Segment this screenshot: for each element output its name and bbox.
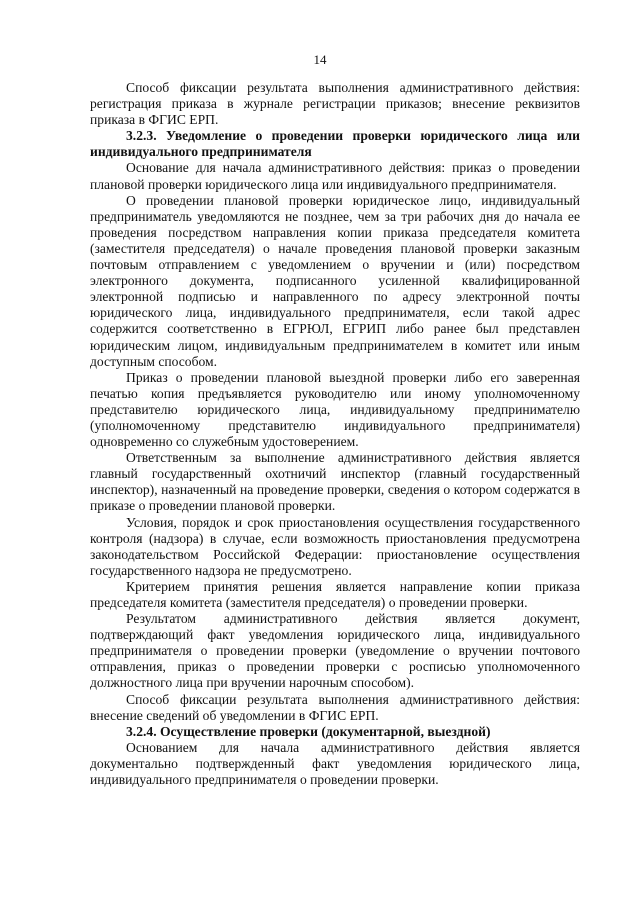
paragraph: Результатом административного действия является документ, подтверждающий факт уведомления юридического лица, индивидуального предпринимателя о проведении проверки (уведомление о вручении почтового отправления, приказ о проведении проверки с росписью уполномоченного должностного лица при вручении нарочным способом).: [90, 611, 580, 691]
paragraph: Ответственным за выполнение административного действия является главный государственный охотничий инспектор (главный государственный инспектор), назначенный на проведение проверки, сведения о котором содержатся в приказе о проведении плановой проверки.: [90, 450, 580, 514]
paragraph: О проведении плановой проверки юридическое лицо, индивидуальный предприниматель уведомляются не позднее, чем за три рабочих дня до начала ее проведения посредством направления копии приказа председателя комитета (заместителя председателя) о начале проведения плановой проверки заказным почтовым отправлением с уведомлением о вручении и (или) посредством электронного документа, подписанного усиленной квалифицированной электронной подписью и направленного по адресу электронной почты юридического лица, индивидуального предпринимателя, если такой адрес содержится соответственно в ЕГРЮЛ, ЕГРИП либо ранее был представлен юридическим лицом, индивидуальным предпринимателем в комитет или иным доступным способом.: [90, 192, 580, 369]
paragraph: Способ фиксации результата выполнения административного действия: внесение сведений об уведомлении в ФГИС ЕРП.: [90, 691, 580, 723]
document-body: [90, 80, 580, 788]
page-number: 14: [313, 52, 327, 67]
paragraph: Условия, порядок и срок приостановления осуществления государственного контроля (надзора) в случае, если возможность приостановления предусмотрена законодательством Российской Федерации: приостановление осуществления государственного надзора не предусмотрено.: [90, 514, 580, 578]
paragraph: Приказ о проведении плановой выездной проверки либо его заверенная печатью копия предъявляется руководителю или иному уполномоченному представителю юридического лица, индивидуальному предпринимателю (уполномоченному представителю индивидуального предпринимателя) одновременно со служебным удостоверением.: [90, 369, 580, 450]
paragraph: Критерием принятия решения является направление копии приказа председателя комитета (заместителя председателя) о проведении проверки.: [90, 578, 580, 610]
section-heading: 3.2.4. Осуществление проверки (документарной, выездной): [126, 723, 491, 739]
paragraph: Основанием для начала административного действия является документально подтвержденный факт уведомления юридического лица, индивидуального предпринимателя о проведении проверки.: [90, 739, 580, 788]
paragraph: Способ фиксации результата выполнения административного действия: регистрация приказа в журнале регистрации приказов; внесение реквизитов приказа в ФГИС ЕРП.: [90, 80, 580, 128]
section-heading: 3.2.3. Уведомление о проведении проверки юридического лица или индивидуального предпринимателя: [90, 128, 580, 160]
paragraph: Основание для начала административного действия: приказ о проведении плановой проверки юридического лица или индивидуального предпринимателя.: [90, 160, 580, 192]
